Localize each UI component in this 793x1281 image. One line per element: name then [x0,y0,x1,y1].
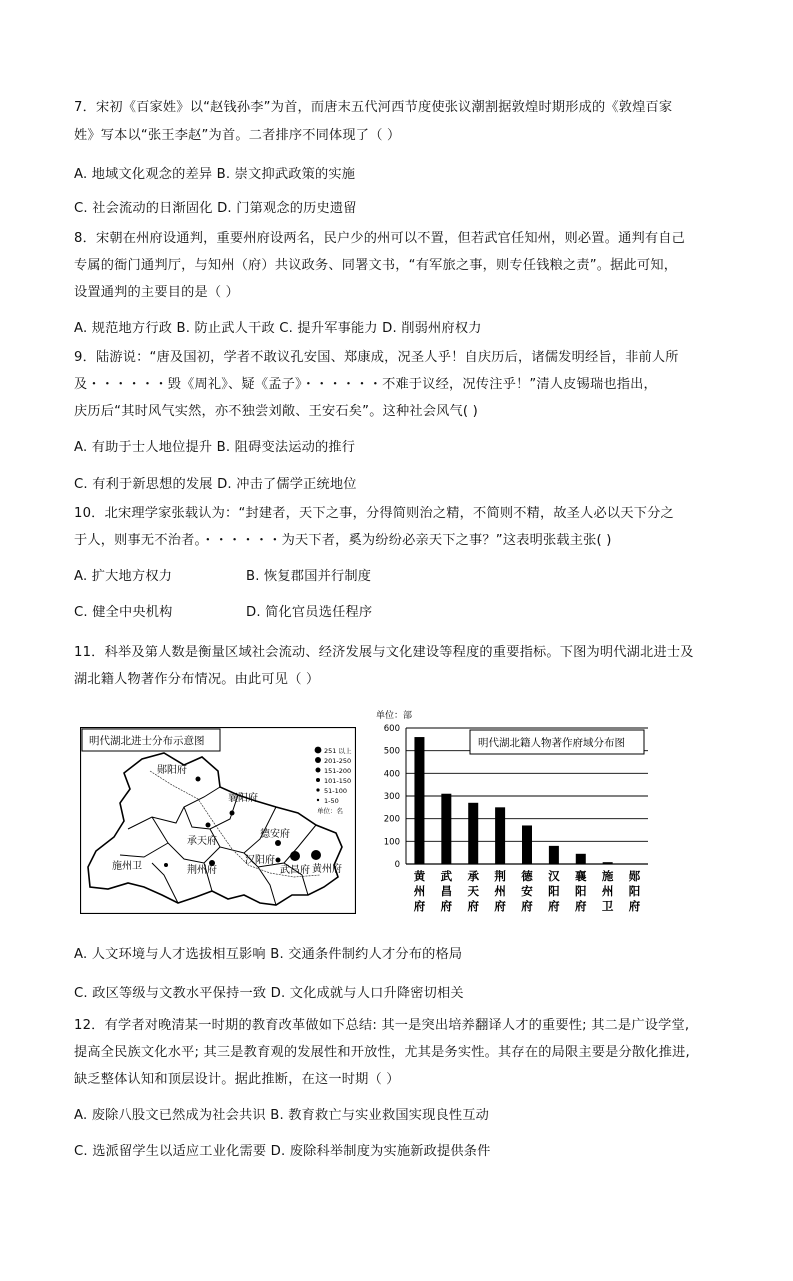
dot-yunyang [196,777,201,782]
bar-0 [414,737,424,864]
q8-stem-line3: 设置通判的主要目的是（ ） [74,285,240,300]
svg-text:251 以上: 251 以上 [324,747,352,755]
q9-stem-line2: 及・・・・・・毁《周礼》、疑《孟子》・・・・・・不难于议经，况传注乎！”清人皮锡瑞也指出， [74,377,657,392]
q12-stem-line1: 12．有学者对晚清某一时期的教育改革做如下总结: 其一是突出培养翻译人才的重要性; 其二是广设学堂, [74,1018,690,1033]
label-xiangyang: 襄阳府 [228,793,258,804]
label-chengtian: 承天府 [187,836,217,847]
label-hanyang: 汉阳府 [245,855,275,866]
label-jingzhou: 荆州府 [187,865,217,876]
q9-stem-line1: 9．陆游说：“唐及国初，学者不敢议孔安国、郑康成，况圣人乎！自庆历后，诸儒发明经旨，非前人所 [74,350,679,365]
x-category-label: 黄州府 [413,869,426,913]
dot-shizhou [164,863,168,867]
q7-options-cd: C. 社会流动的日渐固化 D. 门第观念的历史遗留 [74,201,357,216]
q11-stem-line2: 湖北籍人物著作分布情况。由此可见（ ） [74,672,320,687]
q11-options-cd: C. 政区等级与文教水平保持一致 D. 文化成就与人口升降密切相关 [74,986,464,1001]
jinshi-distribution-map [80,727,356,914]
label-yunyang: 郧阳府 [157,765,187,776]
map-svg [80,727,356,914]
q7-stem-line1: 7．宋初《百家姓》以“赵钱孙李”为首，而唐末五代河西节度使张议潮割据敦煌时期形成的《敦煌百家 [74,100,673,115]
x-category-label: 施州卫 [601,869,614,913]
x-category-label: 德安府 [521,869,533,913]
q12-stem-line3: 缺乏整体认知和顶层设计。据此推断，在这一时期（ ） [74,1072,400,1087]
q7-options-ab: A. 地域文化观念的差异 B. 崇文抑武政策的实施 [74,167,356,182]
label-huangzhou: 黄州府 [312,864,342,875]
y-tick-label: 600 [383,724,400,734]
svg-text:201-250: 201-250 [324,757,352,765]
map-title: 明代湖北进士分布示意图 [89,735,205,747]
bar-1 [441,794,451,864]
bar-4 [522,825,532,864]
q10-option-c: C. 健全中央机构 [74,605,173,620]
q9-options-cd: C. 有利于新思想的发展 D. 冲击了儒学正统地位 [74,477,357,492]
x-category-label: 汉阳府 [548,869,560,913]
y-tick-label: 0 [394,860,400,870]
bar-2 [468,803,478,864]
q12-options-ab: A. 废除八股文已然成为社会共识 B. 教育救亡与实业救国实现良性互动 [74,1108,490,1123]
q12-options-cd: C. 选派留学生以适应工业化需要 D. 废除科举制度为实施新政提供条件 [74,1144,491,1159]
x-category-label: 襄阳府 [575,869,587,913]
q9-stem-line3: 庆历后“其时风气实然，亦不独尝刘敞、王安石矣”。这种社会风气( ) [74,404,478,419]
bar-6 [576,854,586,864]
q8-stem-line1: 8．宋朝在州府设通判，重要州府设两名，民户少的州可以不置，但若武官任知州，则必置。通判有自己 [74,231,686,246]
dot-xiangyang [230,811,235,816]
x-category-label: 承天府 [467,869,479,913]
q10-stem-line1: 10．北宋理学家张载认为：“封建者，天下之事，分得简则治之精，不简则不精，故圣人必以天下分之 [74,506,674,521]
dot-wuchang [290,851,300,861]
dot-chengtian [206,823,211,828]
bar-7 [603,862,613,864]
label-dean: 德安府 [260,829,290,840]
x-category-label: 武昌府 [440,869,453,913]
y-tick-label: 300 [383,792,400,802]
y-tick-label: 100 [383,837,400,848]
svg-text:151-200: 151-200 [324,767,352,775]
q12-stem-line2: 提高全民族文化水平; 其三是教育观的发展性和开放性，尤其是务实性。其存在的局限主要是分散化推进, [74,1045,690,1060]
x-category-label: 郧阳府 [628,869,641,913]
q9-options-ab: A. 有助于士人地位提升 B. 阻碍变法运动的推行 [74,440,356,455]
label-wuchang: 武昌府 [280,865,310,876]
bar-3 [495,807,505,864]
q8-stem-line2: 专属的衙门通判厅，与知州（府）共议政务、同署文书，“有军旅之事，则专任钱粮之责”。据此可知， [74,258,678,273]
dot-dean [275,840,281,846]
svg-text:101-150: 101-150 [324,777,352,785]
label-shizhou: 施州卫 [112,861,142,872]
chart-svg [372,706,662,920]
q7-stem-line2: 姓》写本以“张王李赵”为首。二者排序不同体现了（ ） [74,128,401,143]
y-tick-label: 200 [383,814,400,825]
svg-text:1-50: 1-50 [324,797,339,805]
q11-stem-line1: 11．科举及第人数是衡量区域社会流动、经济发展与文化建设等程度的重要指标。下图为明代湖北进士及 [74,645,694,660]
works-distribution-chart [372,706,662,920]
svg-text:单位：名: 单位：名 [317,807,343,815]
q11-options-ab: A. 人文环境与人才选拔相互影响 B. 交通条件制约人才分布的格局 [74,947,463,962]
svg-text:51-100: 51-100 [324,787,348,795]
dot-huangzhou [311,850,321,860]
x-category-label: 荆州府 [494,869,506,913]
y-tick-label: 400 [383,769,400,780]
bar-5 [549,846,559,864]
q10-option-d: D. 简化官员选任程序 [246,605,373,620]
chart-title: 明代湖北籍人物著作府域分布图 [478,737,625,749]
q10-option-b: B. 恢复郡国并行制度 [246,569,372,584]
dot-hanyang [276,858,281,863]
q10-stem-line2: 于人，则事无不治者。・・・・・・为天下者，奚为纷纷必亲天下之事？”这表明张载主张( ) [74,533,612,548]
q10-option-a: A. 扩大地方权力 [74,569,173,584]
chart-unit-label: 单位：部 [376,711,413,721]
q8-options: A. 规范地方行政 B. 防止武人干政 C. 提升军事能力 D. 削弱州府权力 [74,321,482,336]
y-tick-label: 500 [383,746,400,757]
